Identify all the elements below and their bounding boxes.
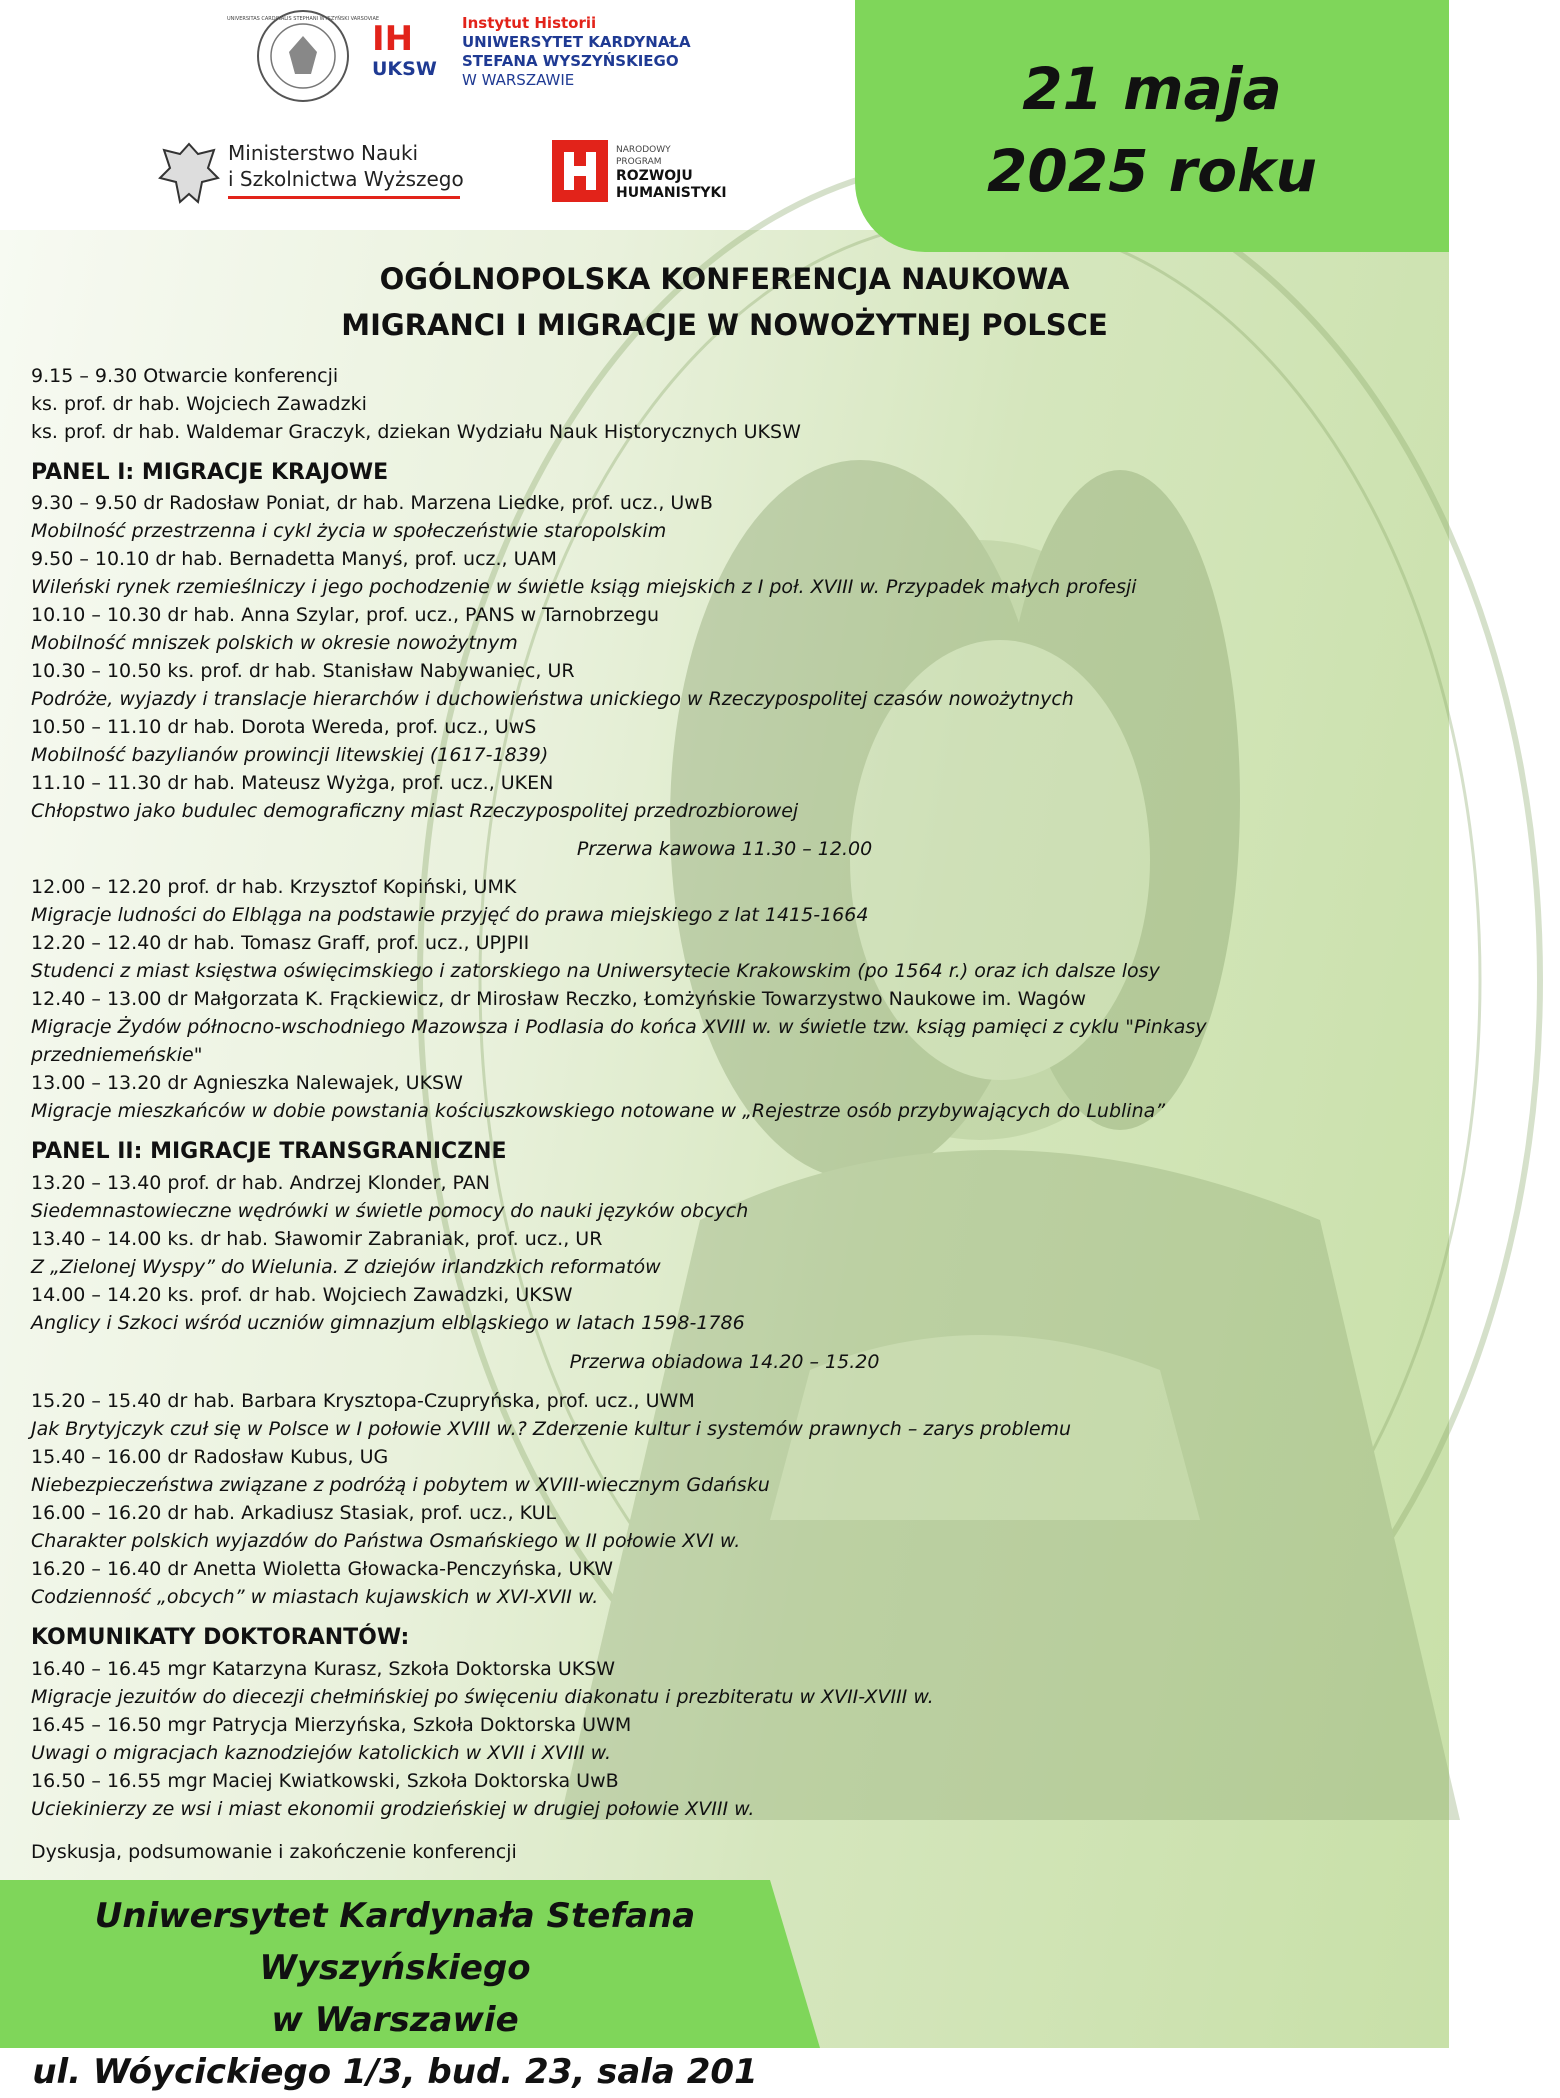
ih-mark: IH	[372, 19, 414, 59]
opening-line: ks. prof. dr hab. Waldemar Graczyk, dziekan Wydziału Nauk Historycznych UKSW	[31, 421, 801, 443]
program-line: 16.50 – 16.55 mgr Maciej Kwiatkowski, Szkoła Doktorska UwB	[31, 1770, 619, 1792]
ukosw-seal-logo	[226, 8, 380, 104]
lunch-break: Przerwa obiadowa 14.20 – 15.20	[569, 1351, 880, 1373]
talk-title: Migracje ludności do Elbląga na podstawie przyjęć do prawa miejskiego z lat 1415-1664	[31, 904, 869, 926]
program-line: 12.40 – 13.00 dr Małgorzata K. Frąckiewicz, dr Mirosław Reczko, Łomżyńskie Towarzystwo Naukowe im. Wagów	[31, 988, 1087, 1010]
talk-title: Wileński rynek rzemieślniczy i jego pochodzenie w świetle ksiąg miejskich z I poł. XVIII w. Przypadek małych profesji	[31, 576, 1137, 598]
talk-title: Mobilność mniszek polskich w okresie nowożytnym	[31, 632, 518, 654]
program-line: 10.10 – 10.30 dr hab. Anna Szylar, prof. ucz., PANS w Tarnobrzegu	[31, 604, 660, 626]
program-line: 13.20 – 13.40 prof. dr hab. Andrzej Klonder, PAN	[31, 1172, 490, 1194]
program-line: 16.40 – 16.45 mgr Katarzyna Kurasz, Szkoła Doktorska UKSW	[31, 1658, 616, 1680]
program-line: 15.40 – 16.00 dr Radosław Kubus, UG	[31, 1446, 389, 1468]
talk-title: Siedemnastowieczne wędrówki w świetle pomocy do nauki języków obcych	[31, 1200, 749, 1222]
talk-title: Migracje mieszkańców w dobie powstania kościuszkowskiego notowane w „Rejestrze osób przybywających do Lublina”	[31, 1100, 1166, 1122]
program-line: 9.50 – 10.10 dr hab. Bernadetta Manyś, prof. ucz., UAM	[31, 548, 557, 570]
ih-logo	[372, 19, 437, 82]
venue-line-1: Uniwersytet Kardynała Stefana Wyszyńskiego	[94, 1896, 696, 1988]
talk-title: Z „Zielonej Wyspy” do Wielunia. Z dziejów irlandzkich reformatów	[31, 1256, 661, 1278]
venue-line-2: w Warszawie	[271, 2000, 519, 2040]
program-line: 12.20 – 12.40 dr hab. Tomasz Graff, prof. ucz., UPJPII	[31, 932, 530, 954]
program-line: 16.45 – 16.50 mgr Patrycja Mierzyńska, Szkoła Doktorska UWM	[31, 1714, 632, 1736]
date-banner	[855, 0, 1449, 252]
nprh-logo-text: NARODOWY PROGRAM ROZWOJU HUMANISTYKI	[616, 145, 727, 201]
talk-title: Chłopstwo jako budulec demograficzny miast Rzeczypospolitej przedrozbiorowej	[31, 800, 799, 822]
date-line-2: 2025 roku	[987, 137, 1317, 205]
conference-title-line-1: OGÓLNOPOLSKA KONFERENCJA NAUKOWA	[379, 262, 1070, 296]
coffee-break: Przerwa kawowa 11.30 – 12.00	[576, 838, 873, 860]
talk-title: Migracje jezuitów do diecezji chełmińskiej po święceniu diakonatu i prezbiteratu w XVII-XVIII w.	[31, 1686, 934, 1708]
panel-1-heading: PANEL I: MIGRACJE KRAJOWE	[31, 460, 389, 485]
doctoral-heading: KOMUNIKATY DOKTORANTÓW:	[31, 1625, 410, 1650]
svg-text:UNIVERSITAS CARDINALIS STEPHAN: UNIVERSITAS CARDINALIS STEPHANI WYSZYŃSKI VARSOVIAE	[226, 16, 380, 22]
talk-title: Uciekinierzy ze wsi i miast ekonomii grodzieńskiej w drugiej połowie XVIII w.	[31, 1798, 755, 1820]
program-line: 10.30 – 10.50 ks. prof. dr hab. Stanisław Nabywaniec, UR	[31, 660, 575, 682]
venue-text	[0, 1890, 790, 2098]
talk-title: Jak Brytyjczyk czuł się w Polsce w I połowie XVIII w.? Zderzenie kultur i systemów prawnych – zarys problemu	[31, 1418, 1072, 1440]
program-line: 11.10 – 11.30 dr hab. Mateusz Wyżga, prof. ucz., UKEN	[31, 772, 554, 794]
opening-line: ks. prof. dr hab. Wojciech Zawadzki	[31, 393, 367, 415]
ih-abbr: UKSW	[372, 58, 437, 80]
talk-title: Niebezpieczeństwa związane z podróżą i pobytem w XVIII-wiecznym Gdańsku	[31, 1474, 770, 1496]
ministry-logo-text: Ministerstwo Nauki i Szkolnictwa Wyższego	[228, 140, 478, 199]
institute-name: Instytut Historii UNIWERSYTET KARDYNAŁA STEFANA WYSZYŃSKIEGO W WARSZAWIE	[462, 14, 691, 89]
program-line: 13.40 – 14.00 ks. dr hab. Sławomir Zabraniak, prof. ucz., UR	[31, 1228, 603, 1250]
talk-title: Anglicy i Szkoci wśród uczniów gimnazjum elbląskiego w latach 1598-1786	[31, 1312, 745, 1334]
conference-title-line-2: MIGRANCI I MIGRACJE W NOWOŻYTNEJ POLSCE	[341, 308, 1108, 342]
panel-2-heading: PANEL II: MIGRACJE TRANSGRANICZNE	[31, 1139, 507, 1164]
talk-title: Charakter polskich wyjazdów do Państwa Osmańskiego w II połowie XVI w.	[31, 1530, 741, 1552]
program-line: 16.00 – 16.20 dr hab. Arkadiusz Stasiak, prof. ucz., KUL	[31, 1502, 557, 1524]
polish-eagle-icon	[158, 138, 220, 210]
program-line: 12.00 – 12.20 prof. dr hab. Krzysztof Kopiński, UMK	[31, 876, 517, 898]
talk-title: Mobilność bazylianów prowincji litewskiej (1617-1839)	[31, 744, 549, 766]
opening-line: 9.15 – 9.30 Otwarcie konferencji	[31, 365, 339, 387]
talk-title: przedniemeńskie"	[31, 1044, 203, 1066]
program-line: 13.00 – 13.20 dr Agnieszka Nalewajek, UKSW	[31, 1072, 463, 1094]
closing-line: Dyskusja, podsumowanie i zakończenie konferencji	[31, 1841, 517, 1863]
talk-title: Codzienność „obcych” w miastach kujawskich w XVI-XVII w.	[31, 1586, 599, 1608]
program-line: 15.20 – 15.40 dr hab. Barbara Krysztopa-Czupryńska, prof. ucz., UWM	[31, 1390, 695, 1412]
program-line: 10.50 – 11.10 dr hab. Dorota Wereda, prof. ucz., UwS	[31, 716, 537, 738]
talk-title: Mobilność przestrzenna i cykl życia w społeczeństwie staropolskim	[31, 520, 667, 542]
nprh-icon	[552, 140, 608, 202]
talk-title: Studenci z miast księstwa oświęcimskiego i zatorskiego na Uniwersytecie Krakowskim (po 1564 r.) oraz ich dalsze losy	[31, 960, 1160, 982]
program-line: 9.30 – 9.50 dr Radosław Poniat, dr hab. Marzena Liedke, prof. ucz., UwB	[31, 492, 713, 514]
program-line: 14.00 – 14.20 ks. prof. dr hab. Wojciech Zawadzki, UKSW	[31, 1284, 573, 1306]
program-line: 16.20 – 16.40 dr Anetta Wioletta Głowacka-Penczyńska, UKW	[31, 1558, 613, 1580]
talk-title: Migracje Żydów północno-wschodniego Mazowsza i Podlasia do końca XVIII w. w świetle tzw. ksiąg pamięci z cyklu "Pinkasy	[31, 1016, 1207, 1038]
venue-line-3: ul. Wóycickiego 1/3, bud. 23, sala 201	[32, 2052, 758, 2092]
date-line-1: 21 maja	[1022, 55, 1282, 123]
talk-title: Podróże, wyjazdy i translacje hierarchów i duchowieństwa unickiego w Rzeczypospolitej czasów nowożytnych	[31, 688, 1074, 710]
talk-title: Uwagi o migracjach kaznodziejów katolickich w XVII i XVIII w.	[31, 1742, 612, 1764]
